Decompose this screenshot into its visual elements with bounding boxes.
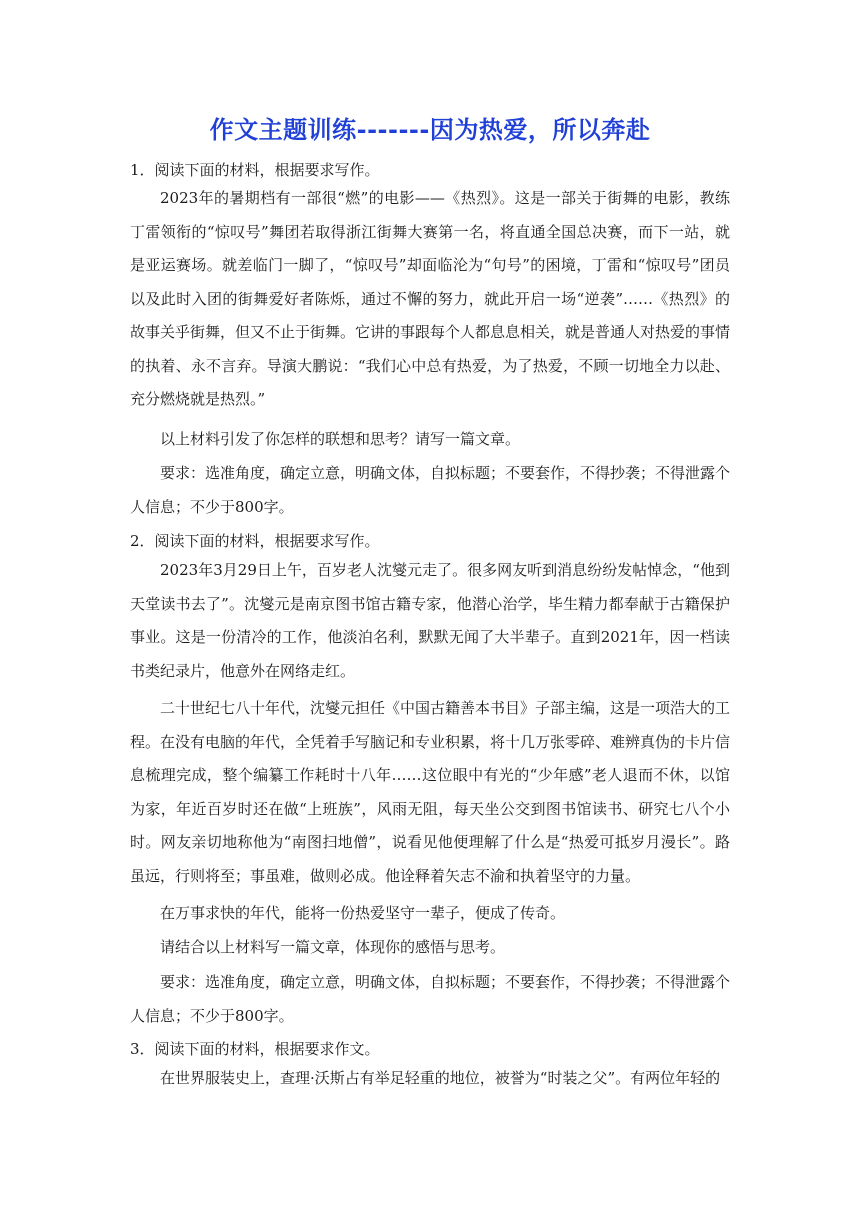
question-1-heading: 1．阅读下面的材料，根据要求写作。	[130, 161, 380, 179]
question-2-paragraph-2: 二十世纪七八十年代，沈燮元担任《中国古籍善本书目》子部主编，这是一项浩大的工程。在没有电脑的年代，全凭着手写脑记和专业积累，将十几万张零碎、难辨真伪的卡片信息梳理完成，整个编纂工作耗时十八年……这位眼中有光的“少年感”老人退而不休，以馆为家，年近百岁时还在做“上班族”，风雨无阻，每天坐公交到图书馆读书、研究七八个小时。网友亲切地称他为“南图扫地僧”，说看见他便理解了什么是“热爱可抵岁月漫长”。路虽远，行则将至；事虽难，做则必成。他诠释着矢志不渝和执着坚守的力量。	[130, 699, 731, 885]
question-2-paragraph-1: 2023年3月29日上午，百岁老人沈燮元走了。很多网友听到消息纷纷发帖悼念，“他到天堂读书去了”。沈燮元是南京图书馆古籍专家，他潜心治学，毕生精力都奉献于古籍保护事业。这是一份清冷的工作，他淡泊名利，默默无闻了大半辈子。直到2021年，因一档读书类纪录片，他意外在网络走红。	[130, 561, 730, 680]
question-2-requirement: 要求：选准角度，确定立意，明确文体，自拟标题；不要套作，不得抄袭；不得泄露个人信息；不少于800字。	[130, 973, 731, 1025]
question-3-paragraph-1: 在世界服装史上，查理·沃斯占有举足轻重的地位，被誉为“时装之父”。有两位年轻的	[160, 1069, 721, 1087]
question-1-prompt: 以上材料引发了你怎样的联想和思考？请写一篇文章。	[160, 430, 521, 448]
question-2-prompt: 请结合以上材料写一篇文章，体现你的感悟与思考。	[160, 938, 506, 956]
question-1-requirement: 要求：选准角度，确定立意，明确文体，自拟标题；不要套作，不得抄袭；不得泄露个人信息；不少于800字。	[130, 464, 731, 516]
question-2-paragraph-3: 在万事求快的年代，能将一份热爱坚守一辈子，便成了传奇。	[160, 904, 566, 922]
question-3-heading: 3．阅读下面的材料，根据要求作文。	[130, 1040, 380, 1058]
document-title: 作文主题训练-------因为热爱，所以奔赴	[209, 116, 651, 144]
question-2-heading: 2．阅读下面的材料，根据要求写作。	[130, 532, 380, 550]
question-1-material: 2023年的暑期档有一部很“燃”的电影——《热烈》。这是一部关于街舞的电影，教练丁雷领衔的“惊叹号”舞团若取得浙江街舞大赛第一名，将直通全国总决赛，而下一站，就是亚运赛场。就差临门一脚了，“惊叹号”却面临沦为“句号”的困境，丁雷和“惊叹号”团员以及此时入团的街舞爱好者陈烁，通过不懈的努力，就此开启一场“逆袭”……《热烈》的故事关乎街舞，但又不止于街舞。它讲的事跟每个人都息息相关，就是普通人对热爱的事情的执着、永不言弃。导演大鹏说：“我们心中总有热爱，为了热爱，不顾一切地全力以赴、充分燃烧就是热烈。”	[130, 189, 731, 408]
